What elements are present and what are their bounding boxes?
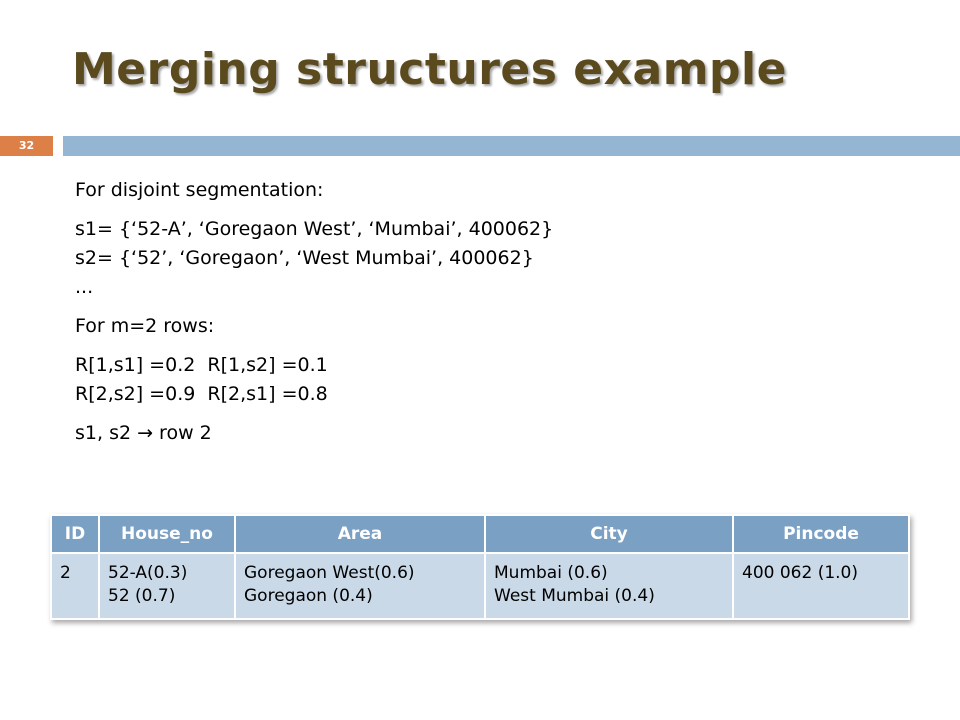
ellipsis-text: ...: [75, 276, 94, 298]
slide-number-badge: 32: [0, 136, 53, 156]
cell-id-value: 2: [60, 563, 71, 583]
cell-pincode-value: 400 062 (1.0): [742, 563, 859, 583]
title-divider-bar: [63, 136, 960, 156]
header-city: City: [485, 515, 733, 553]
intro-text: For disjoint segmentation:: [75, 179, 324, 201]
cell-area: [235, 553, 485, 619]
slide-title: Merging structures example: [72, 44, 787, 95]
cell-area-value-2: Goregaon (0.4): [244, 586, 373, 606]
table-row: [51, 553, 909, 619]
header-pincode: Pincode: [733, 515, 909, 553]
s2-definition: s2= {‘52’, ‘Goregaon’, ‘West Mumbai’, 400062}: [75, 247, 534, 269]
cell-house-no: [99, 553, 235, 619]
cell-house-no-value-1: 52-A(0.3): [108, 563, 188, 583]
cell-area-value-1: Goregaon West(0.6): [244, 563, 415, 583]
r-values-line-1: R[1,s1] =0.2 R[1,s2] =0.1: [75, 354, 328, 376]
merged-record-table: [50, 514, 910, 620]
cell-house-no-value-2: 52 (0.7): [108, 586, 176, 606]
result-text: s1, s2 → row 2: [75, 422, 212, 444]
cell-id: [51, 553, 99, 619]
header-house-no: House_no: [99, 515, 235, 553]
cell-city: [485, 553, 733, 619]
s1-definition: s1= {‘52-A’, ‘Goregaon West’, ‘Mumbai’, 400062}: [75, 218, 554, 240]
cell-pincode: [733, 553, 909, 619]
rows-label: For m=2 rows:: [75, 315, 215, 337]
slide-body: [75, 176, 553, 448]
header-area: Area: [235, 515, 485, 553]
cell-city-value-2: West Mumbai (0.4): [494, 586, 655, 606]
table-header-row: [51, 515, 909, 553]
cell-city-value-1: Mumbai (0.6): [494, 563, 608, 583]
header-id: ID: [51, 515, 99, 553]
r-values-line-2: R[2,s2] =0.9 R[2,s1] =0.8: [75, 383, 328, 405]
